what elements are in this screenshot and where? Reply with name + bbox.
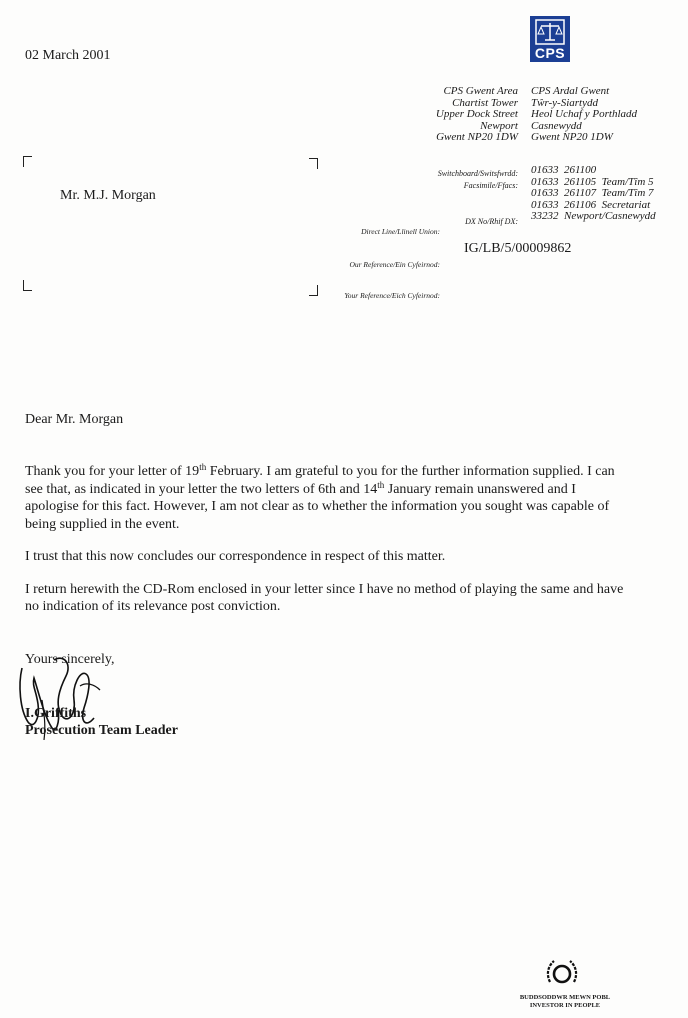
address-line: CPS Ardal Gwent [531,85,610,97]
body-paragraph: I trust that this now concludes our correspondence in respect of this matter. [25,549,446,564]
address-window-corner-mark [309,158,318,169]
investor-in-people-text: BUDDSODDWR MEWN POBL INVESTOR IN PEOPLE [519,994,611,1009]
address-window-corner-mark [23,280,32,291]
letter-body [25,463,625,631]
signatory-name: I.Griffiths [25,706,87,721]
address-line: Casnewydd [531,119,582,132]
our-reference-value: IG/LB/5/00009862 [464,241,572,256]
body-paragraph: Thank you for your letter of 19th February. I am grateful to you for the further information supplied. I can see that, as indicated in your letter the two letters of 6th and 14th January remain unanswered and I apologise for this fact. However, I am not clear as to whether the information you sought was capable of being supplied in the event. [25,462,615,532]
fax-number: 01633 261105 Team/Tîm 5 [531,175,654,188]
salutation: Dear Mr. Morgan [25,412,124,427]
signatory-title: Prosecution Team Leader [25,723,178,738]
address-window-corner-mark [23,156,32,167]
logo-text: CPS [534,45,566,61]
address-line: Newport [480,119,518,132]
letter-date: 02 March 2001 [25,48,111,63]
your-reference-label: Your Reference/Eich Cyfeirnod: [344,291,440,300]
contact-values [531,165,656,223]
contact-labels [438,168,518,228]
facsimile-label: Facsimile/Ffacs: [463,181,518,190]
dx-label: DX No/Rhif DX: [465,217,518,226]
direct-line-label: Direct Line/Llinell Union: [361,227,440,236]
body-paragraph: I return herewith the CD-Rom enclosed in your letter since I have no method of playing the same and have no indication of its relevance post conviction. [25,581,624,614]
our-reference-label: Our Reference/Ein Cyfeirnod: [349,260,440,269]
address-line: Gwent NP20 1DW [436,131,518,143]
address-line: CPS Gwent Area [443,85,518,97]
address-welsh [531,86,637,144]
address-english [436,86,518,144]
closing: Yours sincerely, [25,652,115,667]
scales-of-justice-icon [535,19,565,45]
dx-number: 33232 Newport/Casnewydd [531,210,656,222]
fax-number: 01633 261107 Team/Tîm 7 [531,187,654,199]
switchboard-number: 01633 261100 [531,164,597,176]
fax-number: 01633 261106 Secretariat [531,198,651,211]
address-line: Upper Dock Street [435,108,518,120]
investor-in-people-laurel-icon [544,956,580,992]
address-line: Tŵr-y-Siartydd [531,96,598,109]
recipient-name: Mr. M.J. Morgan [60,188,156,203]
address-window-corner-mark [309,285,318,296]
cps-logo [530,16,570,62]
switchboard-label: Switchboard/Switsfwrdd: [437,169,518,178]
address-line: Gwent NP20 1DW [531,131,613,143]
address-line: Heol Uchaf y Porthladd [531,108,638,120]
address-line: Chartist Tower [452,96,518,109]
